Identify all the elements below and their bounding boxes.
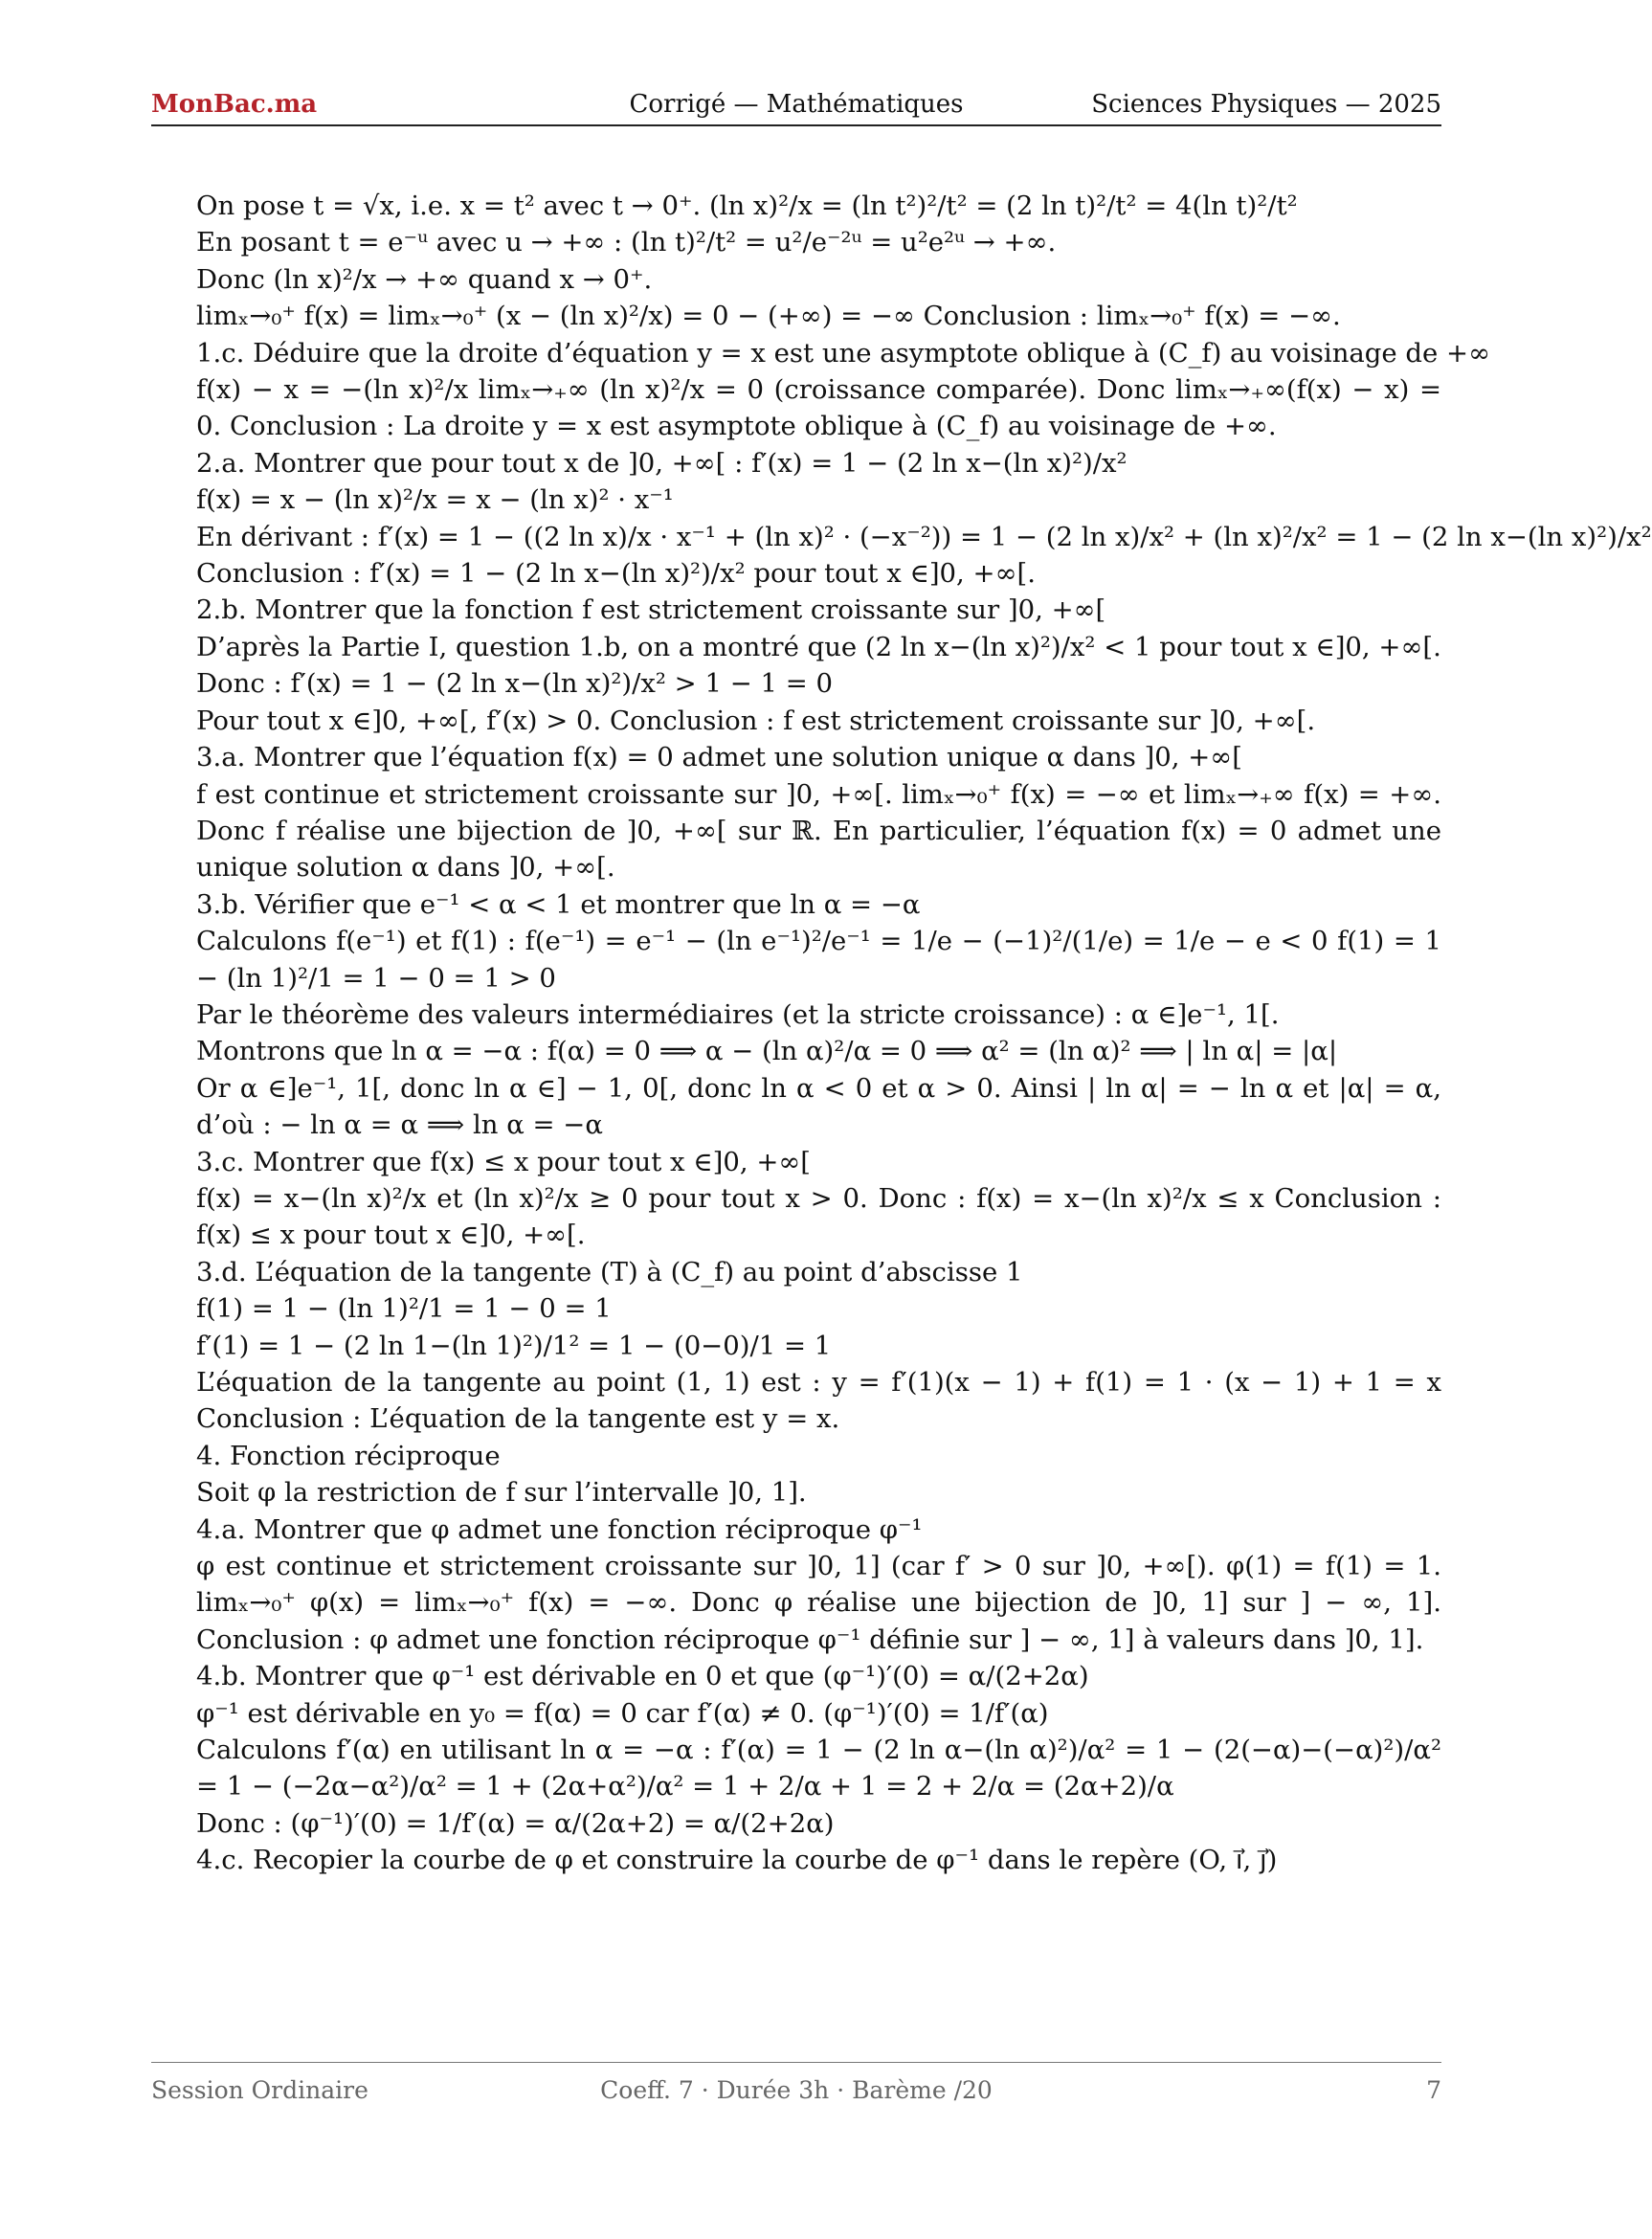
site-name: MonBac.ma bbox=[151, 90, 318, 119]
text-line: φ⁻¹ est dérivable en y₀ = f(α) = 0 car f′(α) ≠ 0. (φ⁻¹)′(0) = 1/f′(α) bbox=[196, 1697, 1049, 1729]
text-paragraph: Calculons f(e⁻¹) et f(1) : f(e⁻¹) = e⁻¹ − (ln e⁻¹)²/e⁻¹ = 1/e − (−1)²/(1/e) = 1/e − e < 0 f(1) = 1 − (ln 1)²/1 = 1 − 0 = 1 > 0 bbox=[196, 926, 1441, 994]
text-line: f(x) = x − (ln x)²/x = x − (ln x)² · x⁻¹ bbox=[196, 484, 674, 516]
text-line: Montrons que ln α = −α : f(α) = 0 ⟹ α − (ln α)²/α = 0 ⟹ α² = (ln α)² ⟹ | ln α| = |α| bbox=[196, 1036, 1338, 1067]
text-paragraph: f est continue et strictement croissante sur ]0, +∞[. limₓ→₀⁺ f(x) = −∞ et limₓ→₊∞ f(x) = +∞. Donc f réalise une bijection de ]0, +∞[ sur ℝ. En particulier, l’équation f(x) = 0 admet une unique solution α dans ]0, +∞[. bbox=[196, 778, 1441, 884]
text-line: Conclusion : f′(x) = 1 − (2 ln x−(ln x)²)/x² pour tout x ∈]0, +∞[. bbox=[196, 558, 1036, 590]
question-heading: 2.b. Montrer que la fonction f est strictement croissante sur ]0, +∞[ bbox=[196, 594, 1106, 626]
text-line: D’après la Partie I, question 1.b, on a montré que (2 ln x−(ln x)²)/x² < 1 pour tout x ∈]0, +∞[. bbox=[196, 631, 1441, 662]
text-paragraph: φ est continue et strictement croissante sur ]0, 1] (car f′ > 0 sur ]0, +∞[). φ(1) = f(1) = 1. limₓ→₀⁺ φ(x) = limₓ→₀⁺ f(x) = −∞. Donc φ réalise une bijection de ]0, 1] sur ] − ∞, 1]. Conclusion : φ admet une fonction réciproque φ⁻¹ définie sur ] − ∞, 1] à valeurs dans ]0, 1]. bbox=[196, 1551, 1441, 1655]
document-title: Corrigé — Mathématiques bbox=[629, 90, 964, 119]
question-heading: 4.b. Montrer que φ⁻¹ est dérivable en 0 et que (φ⁻¹)′(0) = α/(2+2α) bbox=[196, 1661, 1089, 1692]
text-line: Pour tout x ∈]0, +∞[, f′(x) > 0. Conclusion : f est strictement croissante sur ]0, +∞[. bbox=[196, 705, 1316, 736]
text-line: Par le théorème des valeurs intermédiaires (et la stricte croissance) : α ∈]e⁻¹, 1[. bbox=[196, 998, 1280, 1030]
question-heading: 4. Fonction réciproque bbox=[196, 1440, 501, 1471]
question-heading: 4.a. Montrer que φ admet une fonction réciproque φ⁻¹ bbox=[196, 1513, 923, 1545]
exam-info: Coeff. 7 · Durée 3h · Barème /20 bbox=[600, 2076, 993, 2104]
text-line: On pose t = √x, i.e. x = t² avec t → 0⁺. (ln x)²/x = (ln t²)²/t² = (2 ln t)²/t² = 4(ln t)²/t² bbox=[196, 190, 1298, 221]
text-line: En posant t = e⁻ᵘ avec u → +∞ : (ln t)²/t² = u²/e⁻²ᵘ = u²e²ᵘ → +∞. bbox=[196, 227, 1057, 258]
question-heading: 4.c. Recopier la courbe de φ et construire la courbe de φ⁻¹ dans le repère (O, i⃗, j⃗) bbox=[196, 1845, 1278, 1876]
text-line: En dérivant : f′(x) = 1 − ((2 ln x)/x · x⁻¹ + (ln x)² · (−x⁻²)) = 1 − (2 ln x)/x² + (ln x)²/x² = 1 − (2 ln x−(ln x)²)/x² bbox=[196, 521, 1652, 552]
page-header bbox=[151, 88, 1441, 126]
text-line: f′(1) = 1 − (2 ln 1−(ln 1)²)/1² = 1 − (0−0)/1 = 1 bbox=[196, 1330, 832, 1361]
text-paragraph: Or α ∈]e⁻¹, 1[, donc ln α ∈] − 1, 0[, donc ln α < 0 et α > 0. Ainsi | ln α| = − ln α et |α| = α, d’où : − ln α = α ⟹ ln α = −α bbox=[196, 1072, 1441, 1141]
text-paragraph: L’équation de la tangente au point (1, 1) est : y = f′(1)(x − 1) + f(1) = 1 · (x − 1) + 1 = x Conclusion : L’équation de la tangente est y = x. bbox=[196, 1367, 1441, 1435]
section-label: Sciences Physiques — 2025 bbox=[1091, 90, 1441, 119]
text-line: Soit φ la restriction de f sur l’intervalle ]0, 1]. bbox=[196, 1477, 807, 1509]
question-heading: 3.c. Montrer que f(x) ≤ x pour tout x ∈]0, +∞[ bbox=[196, 1146, 812, 1177]
question-heading: 3.a. Montrer que l’équation f(x) = 0 admet une solution unique α dans ]0, +∞[ bbox=[196, 742, 1242, 773]
question-heading: 3.d. L’équation de la tangente (T) à (C_f) au point d’abscisse 1 bbox=[196, 1256, 1023, 1287]
text-line: Donc : f′(x) = 1 − (2 ln x−(ln x)²)/x² > 1 − 1 = 0 bbox=[196, 668, 833, 700]
session-label: Session Ordinaire bbox=[151, 2076, 368, 2104]
question-heading: 2.a. Montrer que pour tout x de ]0, +∞[ : f′(x) = 1 − (2 ln x−(ln x)²)/x² bbox=[196, 447, 1127, 479]
text-line: Donc (ln x)²/x → +∞ quand x → 0⁺. bbox=[196, 263, 653, 295]
question-heading: 3.b. Vérifier que e⁻¹ < α < 1 et montrer que ln α = −α bbox=[196, 888, 921, 920]
text-paragraph: f(x) − x = −(ln x)²/x limₓ→₊∞ (ln x)²/x = 0 (croissance comparée). Donc limₓ→₊∞(f(x) − x) = 0. Conclusion : La droite y = x est asymptote oblique à (C_f) au voisinage de +∞. bbox=[196, 374, 1441, 442]
text-line: limₓ→₀⁺ f(x) = limₓ→₀⁺ (x − (ln x)²/x) = 0 − (+∞) = −∞ Conclusion : limₓ→₀⁺ f(x) = −∞. bbox=[196, 301, 1341, 332]
text-paragraph: f(x) = x−(ln x)²/x et (ln x)²/x ≥ 0 pour tout x > 0. Donc : f(x) = x−(ln x)²/x ≤ x Conclusion : f(x) ≤ x pour tout x ∈]0, +∞[. bbox=[196, 1182, 1441, 1251]
page-number: 7 bbox=[1426, 2076, 1441, 2104]
text-paragraph: Calculons f′(α) en utilisant ln α = −α : f′(α) = 1 − (2 ln α−(ln α)²)/α² = 1 − (2(−α)−(−α)²)/α² = 1 − (−2α−α²)/α² = 1 + (2α+α²)/α² = 1 + 2/α + 1 = 2 + 2/α = (2α+2)/α bbox=[196, 1735, 1441, 1802]
solution-body bbox=[151, 188, 1652, 1879]
text-line: f(1) = 1 − (ln 1)²/1 = 1 − 0 = 1 bbox=[196, 1293, 612, 1325]
page-footer bbox=[151, 2062, 1441, 2107]
text-line: Donc : (φ⁻¹)′(0) = 1/f′(α) = α/(2α+2) = α/(2+2α) bbox=[196, 1807, 835, 1839]
question-heading: 1.c. Déduire que la droite d’équation y = x est une asymptote oblique à (C_f) au voisinage de +∞ bbox=[196, 337, 1490, 369]
